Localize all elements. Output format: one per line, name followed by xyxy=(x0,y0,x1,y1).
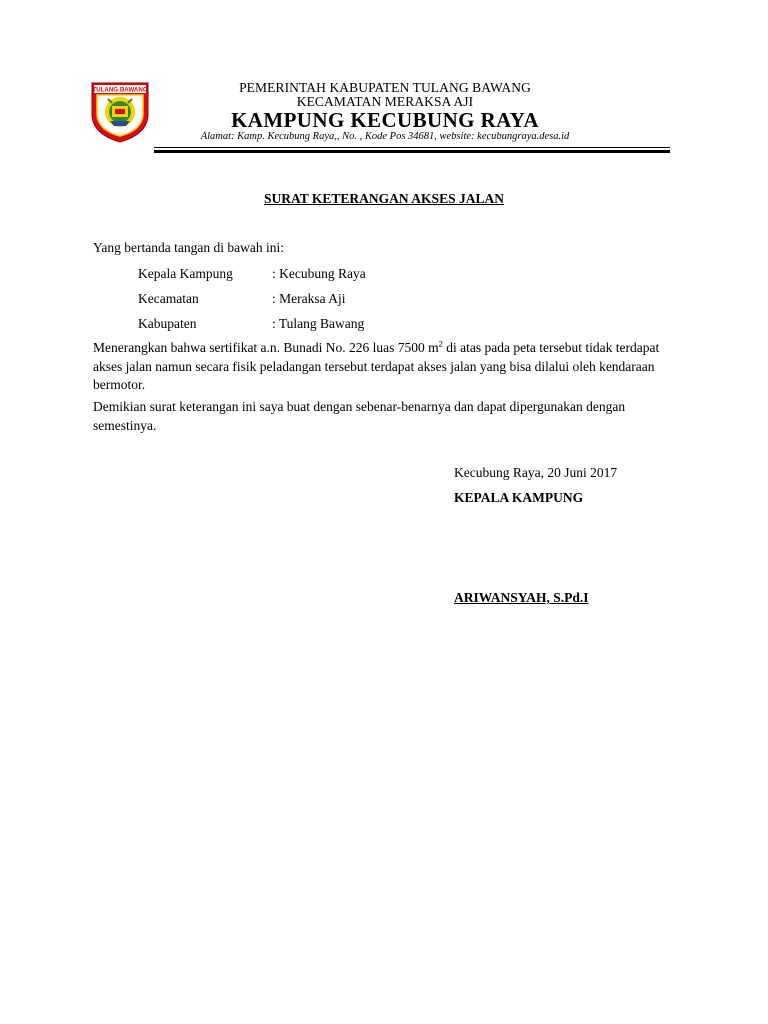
field-label-kepala-kampung: Kepala Kampung xyxy=(138,266,233,281)
regency-emblem-icon xyxy=(88,80,152,144)
field-value-kepala-kampung: : Kecubung Raya xyxy=(272,266,366,281)
field-value-kabupaten: : Tulang Bawang xyxy=(272,316,365,331)
letterhead-district: KECAMATAN MERAKSA AJI xyxy=(296,94,474,109)
signature-position: KEPALA KAMPUNG xyxy=(454,490,584,505)
field-value-kecamatan: : Meraksa Aji xyxy=(272,291,346,306)
letterhead-government: PEMERINTAH KABUPATEN TULANG BAWANG xyxy=(239,80,531,95)
statement-text-end: di atas pada peta tersebut tidak terdapat akses jalan namun secara fisik peladangan tersebut terdapat akses jalan yang bisa dilalui oleh kendaraan bermotor. xyxy=(93,340,660,392)
statement-text-start: Menerangkan bahwa sertifikat a.n. Bunadi No. 226 luas 7500 m xyxy=(93,340,439,355)
statement-superscript: 2 xyxy=(438,338,443,349)
letterhead-address: Alamat: Kamp. Kecubung Raya,, No. , Kode Pos 34681, website: kecubungraya.desa.id xyxy=(200,131,570,142)
letter-statement-paragraph xyxy=(93,339,683,395)
logo-banner-text: TULANG BAWANG xyxy=(92,86,148,94)
signature-name: ARIWANSYAH, S.Pd.I xyxy=(454,590,589,605)
letterhead-divider-thin xyxy=(154,147,670,148)
field-label-kabupaten: Kabupaten xyxy=(138,316,197,331)
letterhead-village: KAMPUNG KECUBUNG RAYA xyxy=(231,108,539,132)
letter-closing-paragraph: Demikian surat keterangan ini saya buat dengan sebenar-benarnya dan dapat dipergunakan dengan semestinya. xyxy=(93,399,626,433)
letter-intro: Yang bertanda tangan di bawah ini: xyxy=(93,240,284,255)
signature-place-date: Kecubung Raya, 20 Juni 2017 xyxy=(454,465,618,480)
letterhead-divider-thick xyxy=(154,150,670,153)
letter-title: SURAT KETERANGAN AKSES JALAN xyxy=(264,191,504,206)
regency-logo xyxy=(88,80,152,144)
field-label-kecamatan: Kecamatan xyxy=(138,291,199,306)
